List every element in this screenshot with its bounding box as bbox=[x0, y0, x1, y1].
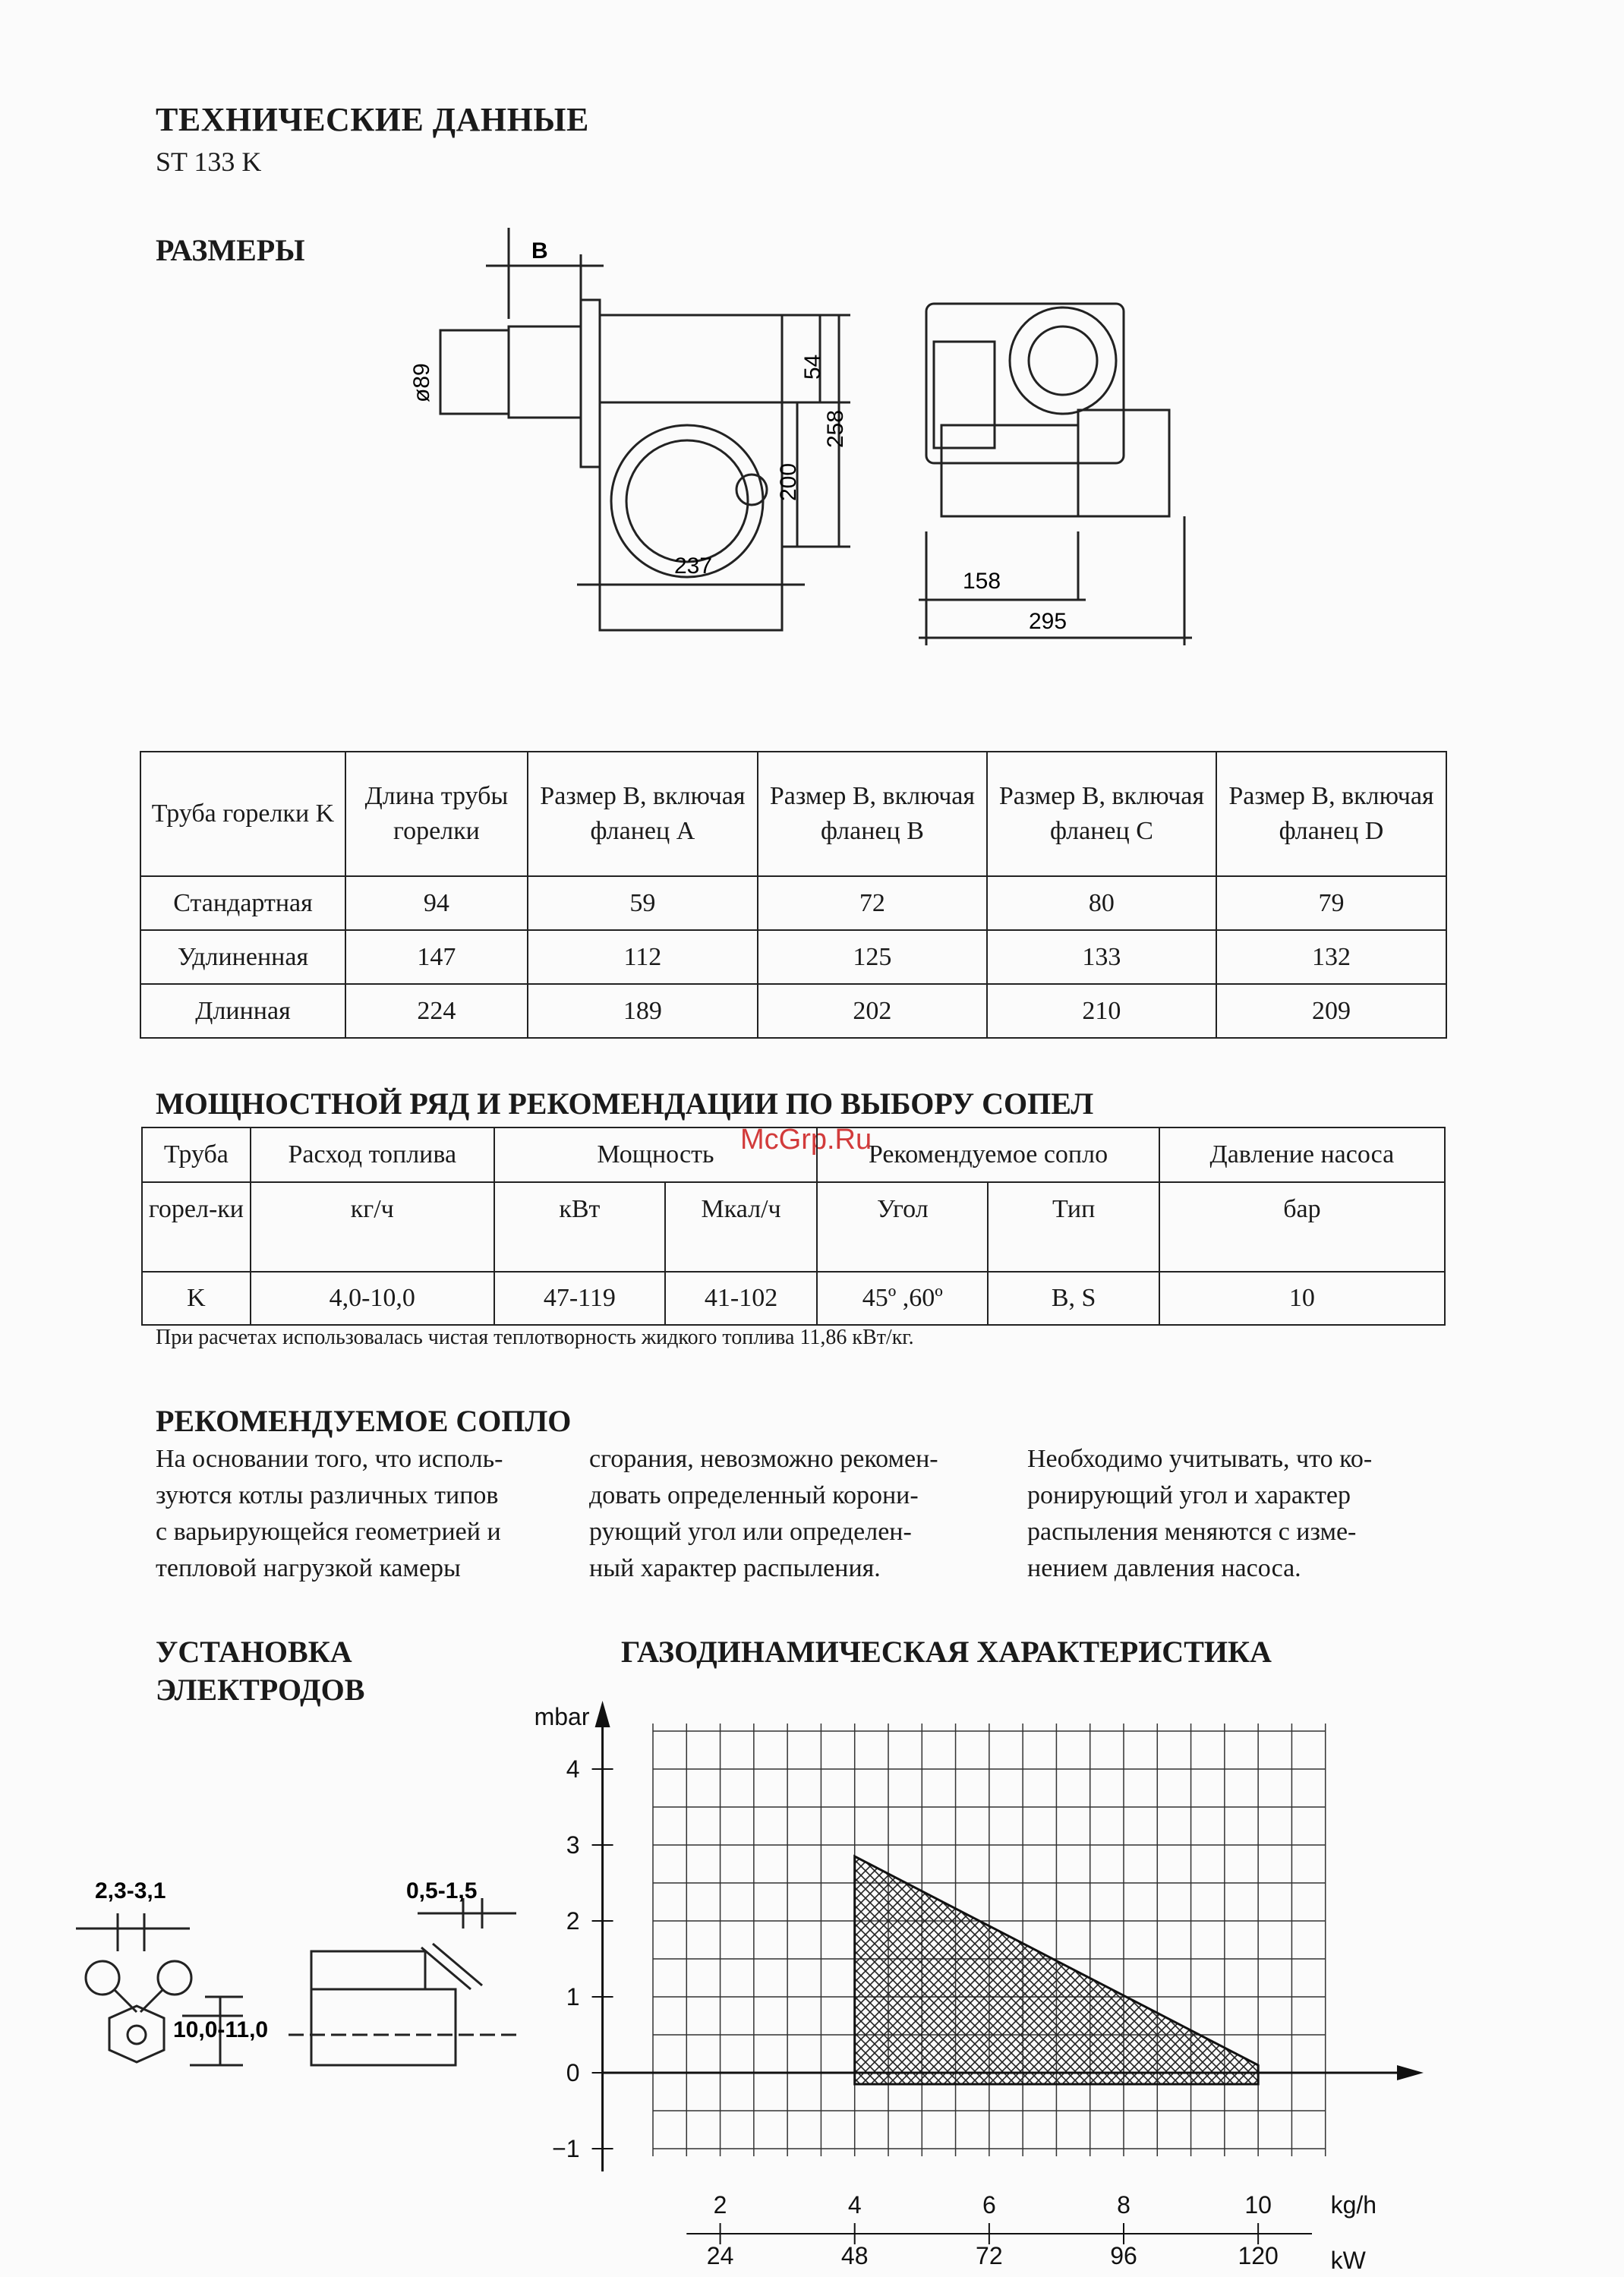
table-cell: Удлиненная bbox=[140, 930, 345, 984]
dimension-drawing bbox=[395, 228, 1245, 653]
y-axis-arrow bbox=[595, 1701, 610, 1727]
table-cell: 209 bbox=[1216, 984, 1446, 1038]
x-tick-label: 4 bbox=[847, 2191, 862, 2219]
table-cell: 202 bbox=[758, 984, 987, 1038]
table-cell: 80 bbox=[987, 876, 1216, 930]
text-line: ронирующий угол и характер bbox=[1027, 1481, 1351, 1509]
table-cell: Угол bbox=[817, 1182, 988, 1272]
dim-b-label: B bbox=[531, 238, 548, 263]
tube-table bbox=[140, 751, 1447, 1039]
y-tick-label: 0 bbox=[566, 2059, 580, 2086]
x-tick-label: 6 bbox=[982, 2191, 996, 2219]
burner-tube bbox=[440, 330, 509, 414]
table-header-cell: Размер B, включая фланец D bbox=[1216, 752, 1446, 876]
table-cell: 94 bbox=[345, 876, 528, 930]
text-line: довать определенный корони- bbox=[589, 1481, 919, 1509]
flange bbox=[581, 300, 600, 467]
table-cell: Мощность bbox=[494, 1127, 817, 1182]
dim-158: 158 bbox=[963, 569, 1001, 594]
dimensions-heading: РАЗМЕРЫ bbox=[156, 233, 305, 267]
x-tick-label: 8 bbox=[1117, 2191, 1130, 2219]
tube-collar bbox=[509, 326, 581, 418]
table-header-cell: Размер B, включая фланец B bbox=[758, 752, 987, 876]
gap-label: 2,3-3,1 bbox=[95, 1878, 166, 1903]
dim-295: 295 bbox=[1029, 609, 1067, 634]
table-header-cell: Размер B, включая фланец A bbox=[528, 752, 758, 876]
y-tick-label: −1 bbox=[552, 2135, 580, 2162]
y-tick-label: 1 bbox=[566, 1983, 580, 2011]
text-line: распыления меняются с изме- bbox=[1027, 1518, 1357, 1546]
power-heading: МОЩНОСТНОЙ РЯД И РЕКОМЕНДАЦИИ ПО ВЫБОРУ СОПЕЛ bbox=[156, 1086, 1094, 1121]
pressure-chart bbox=[524, 1693, 1450, 2270]
text-line: Необходимо учитывать, что ко- bbox=[1027, 1445, 1373, 1473]
table-header-row bbox=[140, 752, 1446, 876]
table-cell: Тип bbox=[988, 1182, 1159, 1272]
x-tick-label: 10 bbox=[1244, 2191, 1272, 2219]
x2-tick-label: 120 bbox=[1238, 2242, 1279, 2269]
table-cell: 59 bbox=[528, 876, 758, 930]
pump-box bbox=[941, 425, 1078, 516]
electrodes-heading-1: УСТАНОВКА bbox=[156, 1635, 352, 1669]
offset-label: 0,5-1,5 bbox=[406, 1878, 478, 1903]
front-housing bbox=[926, 304, 1124, 463]
table-cell: Рекомендуемое сопло bbox=[817, 1127, 1159, 1182]
table-cell: кг/ч bbox=[251, 1182, 494, 1272]
page-title: ТЕХНИЧЕСКИЕ ДАННЫЕ bbox=[156, 101, 589, 138]
table-cell: бар bbox=[1159, 1182, 1445, 1272]
y-axis-label: mbar bbox=[534, 1703, 590, 1730]
table-cell: Давление насоса bbox=[1159, 1127, 1445, 1182]
nozzle-text-col2 bbox=[589, 1441, 938, 1587]
table-cell: 133 bbox=[987, 930, 1216, 984]
power-table bbox=[141, 1127, 1446, 1326]
table-cell: 79 bbox=[1216, 876, 1446, 930]
table-cell: Мкал/ч bbox=[665, 1182, 817, 1272]
height-label: 10,0-11,0 bbox=[173, 2017, 269, 2042]
table-row bbox=[140, 876, 1446, 930]
x2-tick-label: 24 bbox=[706, 2242, 734, 2269]
table-cell: горел-ки bbox=[142, 1182, 251, 1272]
chart-heading: ГАЗОДИНАМИЧЕСКАЯ ХАРАКТЕРИСТИКА bbox=[621, 1635, 1272, 1669]
table-cell: 72 bbox=[758, 876, 987, 930]
x2-tick-label: 48 bbox=[840, 2242, 869, 2269]
table-header-cell: Размер B, включая фланец C bbox=[987, 752, 1216, 876]
dim-54: 54 bbox=[800, 354, 825, 380]
text-line: На основании того, что исполь- bbox=[156, 1445, 503, 1473]
table-cell: кВт bbox=[494, 1182, 665, 1272]
table-cell: 41-102 bbox=[665, 1272, 817, 1325]
y-tick-label: 2 bbox=[566, 1907, 580, 1935]
table-cell: 224 bbox=[345, 984, 528, 1038]
table-cell: 4,0-10,0 bbox=[251, 1272, 494, 1325]
table-row bbox=[142, 1182, 1445, 1272]
burner-body bbox=[600, 315, 782, 630]
nozzle-text-col1 bbox=[156, 1441, 503, 1587]
table-cell: 210 bbox=[987, 984, 1216, 1038]
text-line: ный характер распыления. bbox=[589, 1554, 881, 1582]
table-cell: 189 bbox=[528, 984, 758, 1038]
table-cell: 10 bbox=[1159, 1272, 1445, 1325]
table-cell: K bbox=[142, 1272, 251, 1325]
x-axis-label: kg/h bbox=[1330, 2191, 1377, 2219]
model-name: ST 133 K bbox=[156, 147, 262, 177]
table-cell: Стандартная bbox=[140, 876, 345, 930]
fan-wheel bbox=[1010, 307, 1116, 414]
text-line: сгорания, невозможно рекомен- bbox=[589, 1445, 938, 1473]
table-cell: 112 bbox=[528, 930, 758, 984]
dim-237: 237 bbox=[674, 553, 713, 579]
text-line: зуются котлы различных типов bbox=[156, 1481, 499, 1509]
table-row bbox=[142, 1127, 1445, 1182]
table-cell: 147 bbox=[345, 930, 528, 984]
x2-tick-label: 96 bbox=[1110, 2242, 1137, 2269]
table-cell: Труба bbox=[142, 1127, 251, 1182]
text-line: тепловой нагрузкой камеры bbox=[156, 1554, 461, 1582]
nozzle-text-col3 bbox=[1027, 1441, 1372, 1587]
text-line: рующий угол или определен- bbox=[589, 1518, 912, 1546]
dim-diameter: ø89 bbox=[409, 363, 434, 402]
table-header-cell: Длина трубы горелки bbox=[345, 752, 528, 876]
table-cell: Расход топлива bbox=[251, 1127, 494, 1182]
electrodes-drawing bbox=[61, 1868, 531, 2096]
nozzle-hex bbox=[109, 2006, 164, 2062]
table-cell: 45º ,60º bbox=[817, 1272, 988, 1325]
text-line: с варьирующейся геометрией и bbox=[156, 1518, 501, 1546]
x2-tick-label: 72 bbox=[976, 2242, 1003, 2269]
footnote: При расчетах использовалась чистая теплотворность жидкого топлива 11,86 кВт/кг. bbox=[156, 1326, 914, 1349]
table-cell: 47-119 bbox=[494, 1272, 665, 1325]
table-row bbox=[140, 984, 1446, 1038]
dim-200: 200 bbox=[776, 462, 801, 501]
electrode-side bbox=[311, 1951, 425, 1989]
x-tick-label: 2 bbox=[713, 2191, 727, 2219]
watermark: McGrp.Ru bbox=[740, 1124, 872, 1156]
y-tick-label: 3 bbox=[566, 1831, 580, 1859]
table-cell: 125 bbox=[758, 930, 987, 984]
x-axis-arrow bbox=[1397, 2065, 1424, 2080]
table-cell: 132 bbox=[1216, 930, 1446, 984]
text-line: нением давления насоса. bbox=[1027, 1554, 1301, 1582]
x2-axis-label: kW bbox=[1330, 2247, 1366, 2270]
table-cell: Длинная bbox=[140, 984, 345, 1038]
dim-258: 258 bbox=[823, 409, 848, 448]
table-row bbox=[140, 930, 1446, 984]
electrodes-heading-2: ЭЛЕКТРОДОВ bbox=[156, 1673, 365, 1707]
table-cell: B, S bbox=[988, 1272, 1159, 1325]
nozzle-side bbox=[311, 1989, 456, 2065]
nozzle-heading: РЕКОМЕНДУЕМОЕ СОПЛО bbox=[156, 1404, 572, 1438]
y-tick-label: 4 bbox=[566, 1755, 580, 1783]
table-row bbox=[142, 1272, 1445, 1325]
table-header-cell: Труба горелки K bbox=[140, 752, 345, 876]
